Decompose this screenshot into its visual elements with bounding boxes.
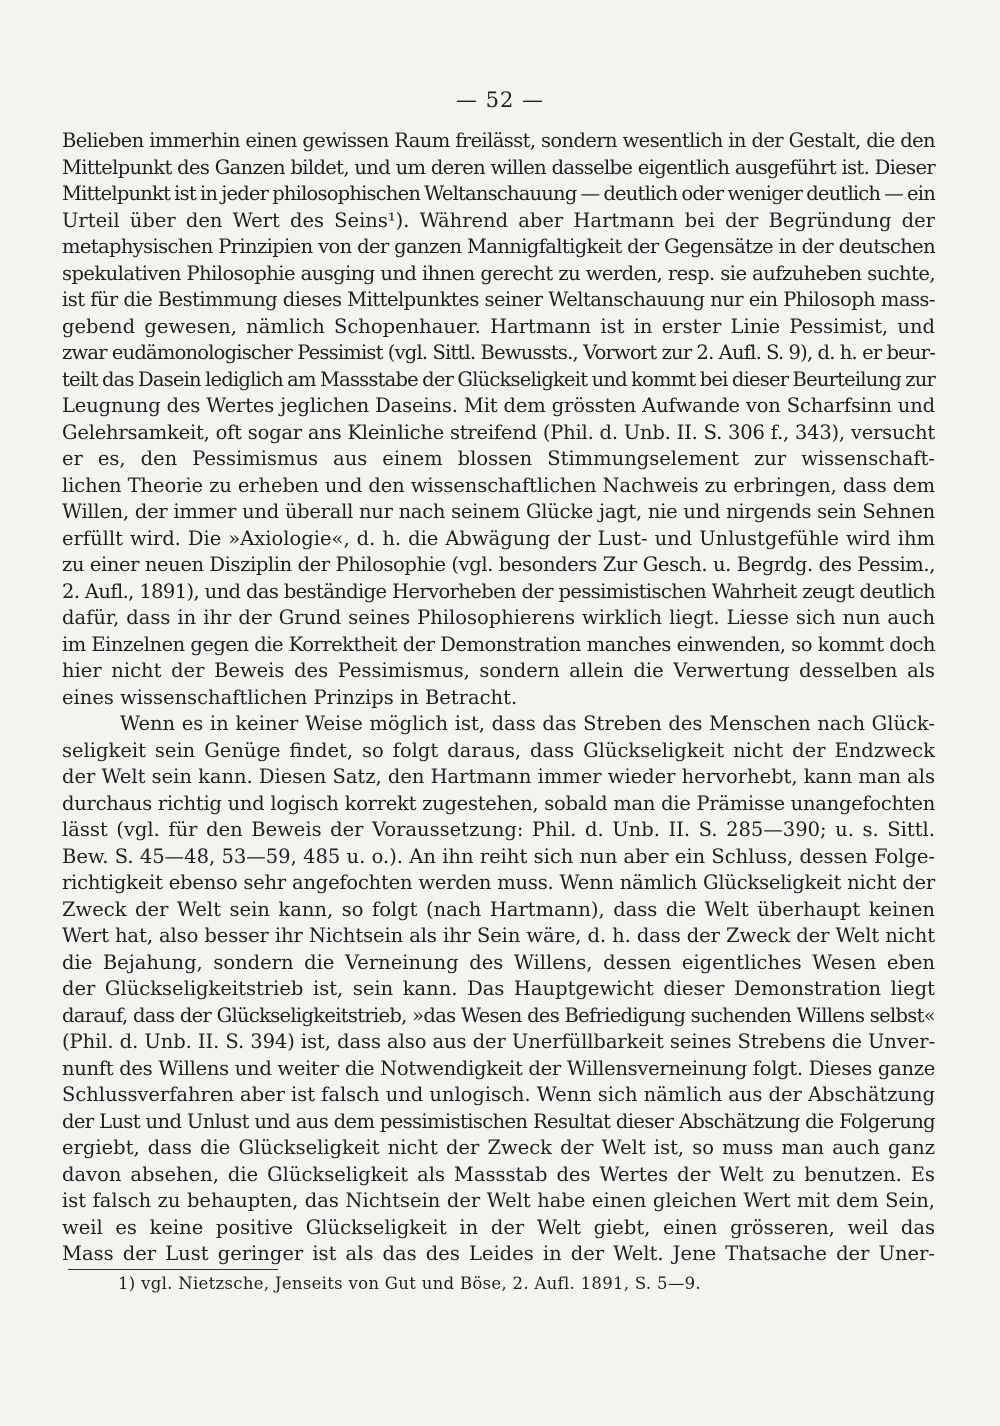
text-line: eines wissenschaftlichen Prinzips in Betracht. <box>62 685 518 709</box>
text-line: nunft des Willens und weiter die Notwendigkeit der Willensverneinung folgt. Dieses ganze <box>62 1056 935 1080</box>
footnote: 1) vgl. Nietzsche, Jenseits von Gut und Böse, 2. Aufl. 1891, S. 5—9. <box>118 1274 701 1293</box>
text-line: erfüllt wird. Die »Axiologie«, d. h. die Abwägung der Lust- und Unlustgefühle wird ihm <box>62 526 935 550</box>
text-line: Bew. S. 45—48, 53—59, 485 u. o.). An ihn reiht sich nun aber ein Schluss, dessen Folge- <box>62 844 935 868</box>
text-line: hier nicht der Beweis des Pessimismus, sondern allein die Verwertung desselben als <box>62 659 935 682</box>
text-line: im Einzelnen gegen die Korrektheit der Demonstration manches einwenden, so kommt doch <box>62 632 935 656</box>
text-line: davon absehen, die Glückseligkeit als Massstab des Wertes der Welt zu benutzen. Es <box>62 1162 935 1186</box>
text-line: 2. Aufl., 1891), und das beständige Hervorheben der pessimistischen Wahrheit zeugt deutlich <box>62 579 935 603</box>
text-line: weil es keine positive Glückseligkeit in der Welt giebt, einen grösseren, weil das <box>62 1215 935 1239</box>
text-line: Schlussverfahren aber ist falsch und unlogisch. Wenn sich nämlich aus der Abschätzung <box>62 1083 935 1106</box>
text-line: Willen, der immer und überall nur nach seinem Glücke jagt, nie und nirgends sein Sehnen <box>62 500 935 523</box>
text-line: ist falsch zu behaupten, das Nichtsein der Welt habe einen gleichen Wert mit dem Sein, <box>62 1189 935 1212</box>
text-line: Belieben immerhin einen gewissen Raum freilässt, sondern wesentlich in der Gestalt, die den <box>62 129 935 152</box>
footnote-divider <box>68 1269 278 1270</box>
text-line: zwar eudämonologischer Pessimist (vgl. Sittl. Bewussts., Vorwort zur 2. Aufl. S. 9), d. h. er beur- <box>62 341 935 364</box>
text-line: er es, den Pessimismus aus einem blossen Stimmungselement zur wissenschaft- <box>62 447 935 470</box>
text-line: dafür, dass in ihr der Grund seines Philosophierens wirklich liegt. Liesse sich nun auch <box>62 606 935 629</box>
text-line: Mittelpunkt des Ganzen bildet, und um deren willen dasselbe eigentlich ausgeführt ist. Dieser <box>62 155 935 179</box>
text-line: der Lust und Unlust und aus dem pessimistischen Resultat dieser Abschätzung die Folgerung <box>62 1109 935 1133</box>
text-line: die Bejahung, sondern die Verneinung des Willens, dessen eigentliches Wesen eben <box>62 950 935 974</box>
text-line: Gelehrsamkeit, oft sogar ans Kleinliche streifend (Phil. d. Unb. II. S. 306 f., 343), versucht <box>62 420 935 444</box>
text-line: durchaus richtig und logisch korrekt zugestehen, sobald man die Prämisse unangefochten <box>62 791 935 815</box>
page-number: — 52 — <box>455 88 545 112</box>
text-line: der Glückseligkeitstrieb ist, sein kann. Das Hauptgewicht dieser Demonstration liegt <box>62 977 935 1000</box>
text-line: lässt (vgl. für den Beweis der Voraussetzung: Phil. d. Unb. II. S. 285—390; u. s. Sittl. <box>62 818 935 841</box>
text-line: Zweck der Welt sein kann, so folgt (nach Hartmann), dass die Welt überhaupt keinen <box>62 897 935 921</box>
text-line: Wenn es in keiner Weise möglich ist, dass das Streben des Menschen nach Glück- <box>120 712 935 735</box>
text-line: darauf, dass der Glückseligkeitstrieb, »das Wesen des Befriedigung suchenden Willens selbst« <box>62 1003 935 1027</box>
text-line: seligkeit sein Genüge findet, so folgt daraus, dass Glückseligkeit nicht der Endzweck <box>62 738 935 762</box>
text-line: Urteil über den Wert des Seins¹). Während aber Hartmann bei der Begründung der <box>62 208 935 232</box>
body-text <box>62 128 935 1268</box>
text-line: teilt das Dasein lediglich am Massstabe der Glückseligkeit und kommt bei dieser Beurteilung zur <box>62 367 935 391</box>
text-line: Leugnung des Wertes jeglichen Daseins. Mit dem grössten Aufwande von Scharfsinn und <box>62 394 935 417</box>
text-line: gebend gewesen, nämlich Schopenhauer. Hartmann ist in erster Linie Pessimist, und <box>62 314 935 338</box>
text-line: lichen Theorie zu erheben und den wissenschaftlichen Nachweis zu erbringen, dass dem <box>62 473 935 497</box>
text-line: metaphysischen Prinzipien von der ganzen Mannigfaltigkeit der Gegensätze in der deutschen <box>62 235 935 258</box>
text-line: Mass der Lust geringer ist als das des Leides in der Welt. Jene Thatsache der Uner- <box>62 1242 935 1265</box>
text-line: der Welt sein kann. Diesen Satz, den Hartmann immer wieder hervorhebt, kann man als <box>62 765 935 788</box>
text-line: Mittelpunkt ist in jeder philosophischen Weltanschauung — deutlich oder weniger deutlich — ein <box>62 182 935 205</box>
text-line: (Phil. d. Unb. II. S. 394) ist, dass also aus der Unerfüllbarkeit seines Strebens die Unver- <box>62 1030 935 1053</box>
text-line: zu einer neuen Disziplin der Philosophie (vgl. besonders Zur Gesch. u. Begrdg. des Pessim., <box>62 553 935 576</box>
text-line: spekulativen Philosophie ausging und ihnen gerecht zu werden, resp. sie aufzuheben suchte, <box>62 261 935 285</box>
text-line: Wert hat, also besser ihr Nichtsein als ihr Sein wäre, d. h. dass der Zweck der Welt nicht <box>62 924 935 947</box>
text-line: ergiebt, dass die Glückseligkeit nicht der Zweck der Welt ist, so muss man auch ganz <box>62 1136 935 1159</box>
text-line: richtigkeit ebenso sehr angefochten werden muss. Wenn nämlich Glückseligkeit nicht der <box>62 871 935 894</box>
text-line: ist für die Bestimmung dieses Mittelpunktes seiner Weltanschauung nur ein Philosoph mass- <box>62 288 935 311</box>
